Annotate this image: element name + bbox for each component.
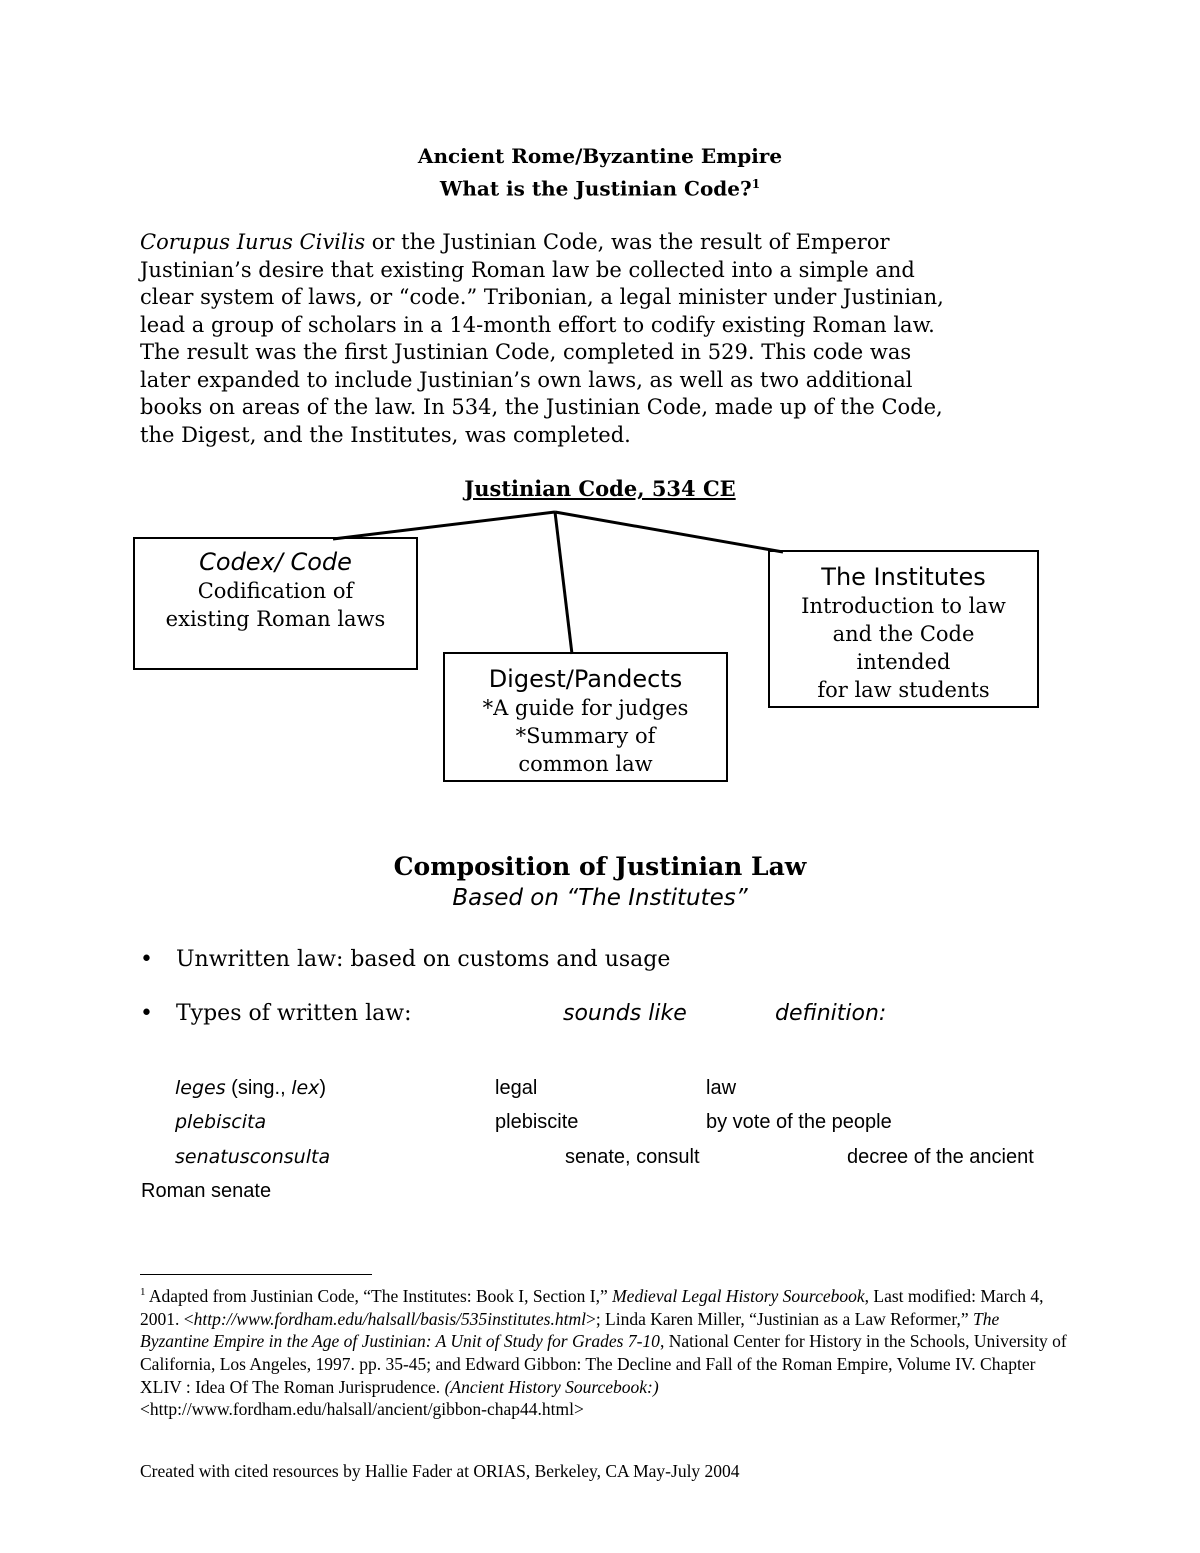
bullet-text: Types of written law: xyxy=(176,1001,412,1026)
intro-text: or the Justinian Code, was the result of Emperor Justinian’s desire that existing Roman law be collected into a simple and clear system of laws, or “code.” Tribonian, a legal minister under Justinian, lead a group of scholars in a 14-month effort to codify existing Roman law. The result was the first Justinian Code, completed in 529. This code was later expanded to include Justinian’s own laws, as well as two additional books on areas of the law. In 534, the Justinian Code, made up of the Code, the Digest, and the Institutes, was completed. xyxy=(140,230,944,447)
codex-line-1: Codification of xyxy=(197,579,354,603)
bullet-text: Unwritten law: based on customs and usage xyxy=(176,947,671,972)
institutes-line-4: for law students xyxy=(817,678,990,702)
connector-digest xyxy=(555,512,572,654)
title-line-1: Ancient Rome/Byzantine Empire xyxy=(417,144,783,168)
term-definition: decree of the ancient xyxy=(847,1146,1034,1168)
credit-line: Created with cited resources by Hallie Fader at ORIAS, Berkeley, CA May-July 2004 xyxy=(140,1461,740,1481)
institutes-line-2: and the Code xyxy=(832,622,975,646)
chart-title: Justinian Code, 534 CE xyxy=(464,476,736,501)
title-line-2: What is the Justinian Code?$^1$ xyxy=(439,176,761,201)
institutes-line-3: intended xyxy=(856,650,951,674)
digest-line-2: *Summary of xyxy=(515,724,656,748)
term-definition-wrap: Roman senate xyxy=(141,1180,272,1202)
digest-line-3: common law xyxy=(518,752,653,776)
footnote-link-2[interactable]: <http://www.fordham.edu/halsall/ancient/gibbon-chap44.html> xyxy=(140,1399,584,1420)
composition-subtitle: Based on “The Institutes” xyxy=(452,885,748,911)
bullet-dot: • xyxy=(140,947,153,972)
institutes-line-1: Introduction to law xyxy=(801,594,1006,618)
term-latin: plebiscita xyxy=(175,1111,267,1133)
term-sounds-like: plebiscite xyxy=(495,1111,579,1133)
digest-box xyxy=(443,652,728,782)
composition-title: Composition of Justinian Law xyxy=(393,852,807,881)
digest-heading: Digest/Pandects xyxy=(488,665,683,693)
term-latin: senatusconsulta xyxy=(175,1146,331,1168)
intro-latin-name: Corupus Iurus Civilis xyxy=(140,230,366,254)
connector-institutes xyxy=(555,512,783,552)
codex-box xyxy=(133,537,418,670)
footnote-mark: 1 xyxy=(140,1286,146,1298)
column-header-definition: definition: xyxy=(775,1001,887,1026)
bullet-dot: • xyxy=(140,1001,153,1026)
term-latin: leges (sing., lex) xyxy=(175,1077,327,1099)
footnote: $^1$ Adapted from Justinian Code, “The Institutes: Book I, Section I,” Medieval Legal History Sourcebook, Last modified: March 4, 2001. <http://www.fordham.edu/halsall/basis/535institutes.html>; Linda Karen Miller, “Justinian as a Law Reformer,” The Byzantine Empire in the Age of Justinian: A Unit of Study for Grades 7-10, National Center for History in the Schools, University of California, Los Angeles, 1997. pp. 35-45; and Edward Gibbon: The Decline and Fall of the Roman Empire, Volume IV. Chapter XLIV : Idea Of The Roman Jurisprudence. (Ancient History Sourcebook:) <http://www.fordham.edu/halsall/ancient/gibbon-chap44.html> xyxy=(140,1285,1067,1420)
footnote-divider xyxy=(140,1274,372,1275)
codex-line-2: existing Roman laws xyxy=(165,607,386,631)
term-definition: by vote of the people xyxy=(706,1111,892,1133)
institutes-heading: The Institutes xyxy=(821,563,986,591)
institutes-box xyxy=(768,550,1039,708)
footnote-ref: 1 xyxy=(751,177,761,191)
footnote-link-1[interactable]: http://www.fordham.edu/halsall/basis/535institutes.html xyxy=(193,1308,586,1329)
term-sounds-like: legal xyxy=(495,1077,538,1099)
column-header-sounds-like: sounds like xyxy=(563,1001,687,1026)
connector-codex xyxy=(333,512,555,539)
term-definition: law xyxy=(706,1077,737,1099)
digest-line-1: *A guide for judges xyxy=(482,696,689,720)
codex-heading: Codex/ Code xyxy=(199,548,352,576)
term-sounds-like: senate, consult xyxy=(565,1146,700,1168)
